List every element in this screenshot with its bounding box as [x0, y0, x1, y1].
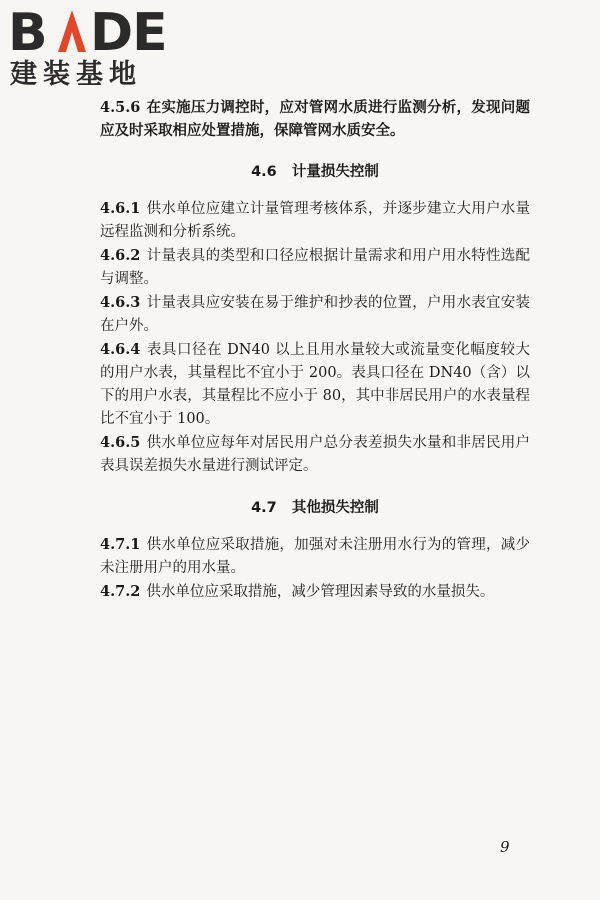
svg-text:B: B: [8, 4, 47, 56]
clause-4-6-3: 4.6.3 计量表具应安装在易于维护和抄表的位置，户用水表宜安装在户外。: [100, 294, 530, 334]
page-number: 9: [500, 838, 510, 856]
clause-4-6-2: 4.6.2 计量表具的类型和口径应根据计量需求和用户用水特性选配与调整。: [100, 247, 530, 287]
logo-chinese: 建装基地: [10, 59, 142, 90]
clause-4-7-2: 4.7.2 供水单位应采取措施，减少管理因素导致的水量损失。: [100, 583, 495, 600]
svg-text:DE: DE: [90, 4, 167, 56]
clause-4-6-1: 4.6.1 供水单位应建立计量管理考核体系，并逐步建立大用户水量远程监测和分析系统。: [100, 200, 530, 240]
clause-4-5-6: 4.5.6 在实施压力调控时，应对管网水质进行监测分析，发现问题应及时采取相应处置措施，保障管网水质安全。: [100, 99, 530, 139]
clause-4-6-4: 4.6.4 表具口径在 DN40 以上且用水量较大或流量变化幅度较大的用户水表，其量程比不宜小于 200。表具口径在 DN40（含）以下的用户水表，其量程比不应小于 80，其中非居民用户的水表量程比不宜小于 100。: [100, 341, 530, 427]
logo-wordmark: [8, 4, 178, 65]
clause-4-7-1: 4.7.1 供水单位应采取措施，加强对未注册用水行为的管理，减少未注册用户的用水量。: [100, 536, 530, 576]
bade-logo: [8, 4, 178, 94]
section-heading-4-6: 4.6 计量损失控制: [251, 164, 379, 180]
section-heading-4-7: 4.7 其他损失控制: [251, 500, 379, 516]
clause-4-6-5: 4.6.5 供水单位应每年对居民用户总分表差损失水量和非居民用户表具误差损失水量进行测试评定。: [100, 434, 530, 474]
logo-graphic: [8, 4, 178, 56]
document-body: [100, 96, 530, 604]
